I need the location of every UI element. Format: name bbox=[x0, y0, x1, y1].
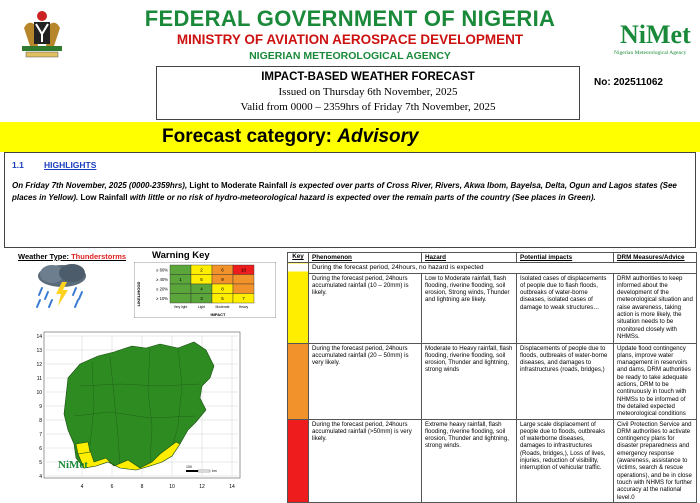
warning-key-cell-value: 2 bbox=[200, 267, 203, 273]
warning-key-row-label: ≥ 40% bbox=[156, 277, 168, 282]
impact-table bbox=[287, 252, 697, 503]
warning-key-cell bbox=[170, 294, 191, 304]
map-lat-tick: 4 bbox=[39, 473, 42, 480]
map-lat-tick: 5 bbox=[39, 459, 42, 466]
weather-type bbox=[18, 252, 126, 261]
warning-key-x-axis: IMPACT bbox=[210, 312, 226, 317]
map-lon-tick: 10 bbox=[169, 484, 175, 490]
warning-key-title: Warning Key bbox=[152, 250, 210, 261]
warning-key-row-label: ≥ 10% bbox=[156, 296, 168, 301]
table-row bbox=[288, 263, 697, 273]
warning-key-col-label: Very light bbox=[173, 305, 188, 309]
nimet-logo: NiMet bbox=[620, 20, 691, 49]
map-lon-tick: 12 bbox=[199, 484, 205, 490]
nimet-logo-subtitle: Nigerian Meteorological Agency bbox=[614, 50, 687, 56]
map-lon-tick: 4 bbox=[80, 484, 84, 490]
phenomenon-cell: During the forecast period, 24hours accumulated rainfall (20 – 50mm) is very likely. bbox=[309, 343, 422, 419]
map-lat-tick: 8 bbox=[39, 417, 42, 424]
drm-cell: Civil Protection Service and DRM authorities to activate contingency plans for disaster preparedness and emergency response (awareness, assistance to victims, search & rescue operations), and be in close touch with NHMS for further accuracy at the national level.0 bbox=[614, 419, 697, 502]
warning-key-col-label: Moderate bbox=[215, 305, 230, 309]
key-swatch-orange bbox=[288, 343, 309, 419]
weather-type-value: Thunderstorms bbox=[71, 252, 127, 261]
issued-date: Issued on Thursday 6th November, 2025 bbox=[278, 86, 458, 98]
key-swatch-red bbox=[288, 419, 309, 502]
forecast-number: No: 202511062 bbox=[594, 77, 663, 88]
hazard-cell: Low to Moderate rainfall, flash flooding, riverine flooding, soil erosion, Strong winds, Thunder and lightning are likely. bbox=[422, 273, 517, 343]
warning-key-cell-value: 3 bbox=[200, 296, 203, 301]
scale-label: km bbox=[212, 469, 217, 473]
table-header-row bbox=[288, 253, 697, 263]
table-row bbox=[288, 343, 697, 419]
government-title: FEDERAL GOVERNMENT OF NIGERIA bbox=[144, 6, 556, 31]
ministry-title: MINISTRY OF AVIATION AEROSPACE DEVELOPMENT bbox=[176, 32, 524, 47]
highlights-text-a: On Friday 7th November, 2025 (0000-2359hrs), bbox=[12, 181, 190, 190]
warning-key-col-label: Light bbox=[197, 305, 206, 309]
highlights-text-e: with little or no risk of hydro-meteorological hazard is expected over the remain parts of the country (See places in Green). bbox=[127, 193, 596, 202]
forecast-title: IMPACT-BASED WEATHER FORECAST bbox=[261, 71, 475, 83]
phenomenon-cell: During the forecast period, 24hours accumulated rainfall (10 – 20mm) is likely. bbox=[309, 273, 422, 343]
col-hazard: Hazard bbox=[422, 253, 517, 263]
map-lat-tick: 12 bbox=[36, 361, 42, 368]
highlights-text-b: Light to Moderate Rainfall bbox=[189, 181, 288, 190]
map-lon-tick: 6 bbox=[110, 484, 114, 490]
highlights-text-d: Low Rainfall bbox=[80, 193, 128, 202]
warning-key-cell-value: 5 bbox=[200, 277, 203, 282]
warning-key-matrix bbox=[134, 262, 276, 318]
forecast-info-box bbox=[156, 66, 580, 120]
map-lat-tick: 14 bbox=[36, 333, 42, 340]
map-lat-tick: 7 bbox=[39, 431, 42, 438]
warning-key-cell bbox=[233, 284, 254, 294]
map-lon-tick: 14 bbox=[229, 484, 235, 490]
hazard-cell: Extreme heavy rainfall, flash flooding, riverine flooding, soil erosion, Thunder and lightning, strong winds. bbox=[422, 419, 517, 502]
highlights-text-c: is expected over parts of Cross River, Rivers, Akwa Ibom, Bayelsa, Delta, Ogun and Lagos states (See places in Yellow). bbox=[12, 181, 677, 202]
valid-period: Valid from 0000 – 2359hrs of Friday 7th November, 2025 bbox=[240, 101, 496, 113]
warning-key-cell-value: 9 bbox=[221, 277, 224, 282]
impacts-cell: Large scale displacement of people due to floods, outbreaks of waterborne diseases, damages to infrastructures (Roads, bridges,), Loss of lives, injuries, reduction of visibility, interruption of vehicular traffic. bbox=[517, 419, 614, 502]
map-lat-tick: 9 bbox=[39, 403, 42, 410]
nigeria-forecast-map bbox=[10, 326, 250, 494]
highlights-number: 1.1 bbox=[12, 160, 24, 170]
highlights-text bbox=[12, 180, 692, 204]
col-phenomenon: Phenomenon bbox=[309, 253, 422, 263]
weather-type-label: Weather Type: bbox=[18, 252, 72, 261]
map-nimet-logo: NiMet bbox=[58, 459, 88, 471]
warning-key-cell bbox=[170, 265, 191, 275]
agency-title: NIGERIAN METEOROLOGICAL AGENCY bbox=[249, 50, 451, 62]
key-swatch-green bbox=[288, 263, 309, 343]
category-label bbox=[162, 126, 419, 148]
map-lat-tick: 11 bbox=[36, 375, 42, 382]
col-key: Key bbox=[288, 253, 309, 263]
table-row bbox=[288, 419, 697, 502]
col-potential-impacts: Potential impacts bbox=[517, 253, 614, 263]
no-hazard-row: During the forecast period, 24hours, no hazard is expected bbox=[309, 263, 697, 273]
warning-key-y-axis: LIKELIHOOD bbox=[136, 281, 141, 307]
warning-key-row-label: ≥ 60% bbox=[156, 267, 168, 273]
impacts-cell: Displacements of people due to floods, outbreaks of water-borne diseases, and damages to infrastructures (roads, bridges,) bbox=[517, 343, 614, 419]
warning-key-cell-value: 10 bbox=[240, 267, 247, 273]
map-lon-tick: 8 bbox=[140, 484, 144, 490]
map-lat-tick: 6 bbox=[39, 445, 42, 452]
category-value: Advisory bbox=[337, 126, 419, 147]
map-lat-tick: 13 bbox=[36, 347, 42, 354]
table-row bbox=[288, 273, 697, 343]
phenomenon-cell: During the forecast period, 24hours accumulated rainfall (>50mm) is very likely. bbox=[309, 419, 422, 502]
drm-cell: Update flood contingency plans, improve water management in reservoirs and dams, DRM authorities be ready to take adequate actions, DRM to be continuously in touch with NHMSs to be informed of the detailed expected meteorological conditions bbox=[614, 343, 697, 419]
map-lat-tick: 10 bbox=[36, 389, 42, 396]
hazard-cell: Moderate to Heavy rainfall, flash flooding, riverine flooding, soil erosion, Thunder and lightning, strong winds bbox=[422, 343, 517, 419]
warning-key-col-label: Heavy bbox=[238, 305, 249, 309]
warning-key-cell-value: 4 bbox=[200, 286, 203, 292]
warning-key-row-label: ≥ 20% bbox=[156, 286, 168, 292]
col-drm: DRM Measures/Advice bbox=[614, 253, 697, 263]
warning-key-cell-value: 5 bbox=[221, 296, 224, 301]
thunderstorm-icon bbox=[32, 262, 92, 310]
drm-cell: DRM authorities to keep informed about the development of the meteorological situation and raise awareness, taking action is more likely, the situation needs to be monitored closely with NHMSs. bbox=[614, 273, 697, 343]
warning-key-cell-value: 8 bbox=[221, 286, 224, 292]
warning-key-cell bbox=[233, 275, 254, 285]
highlights-title: HIGHLIGHTS bbox=[44, 160, 97, 170]
warning-key-cell-value: 6 bbox=[221, 267, 224, 273]
warning-key-cell bbox=[170, 284, 191, 294]
scale-value: 100 bbox=[186, 465, 192, 469]
impacts-cell: Isolated cases of displacements of people due to flash floods, outbreaks of water-borne diseases, isolated cases of damage to weak structures… bbox=[517, 273, 614, 343]
warning-key-cell-value: 1 bbox=[179, 277, 182, 282]
category-label-text: Forecast category: bbox=[162, 126, 333, 147]
warning-key-cell-value: 7 bbox=[242, 296, 245, 301]
